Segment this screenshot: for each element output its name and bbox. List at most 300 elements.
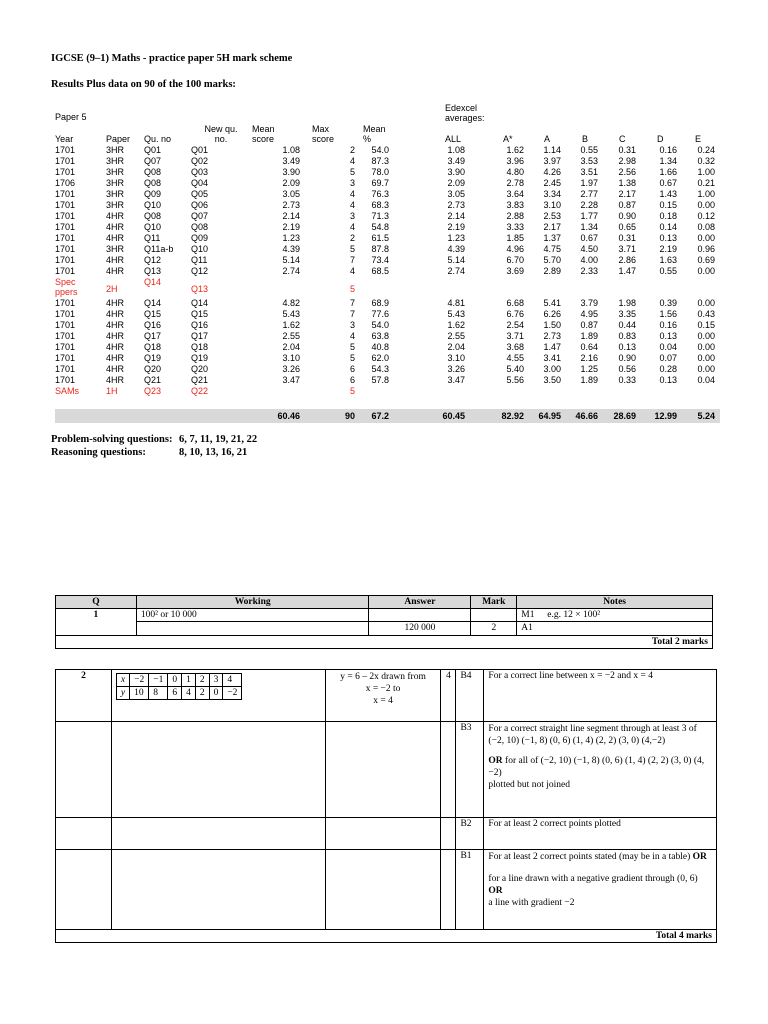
cell-e: 0.00 [697,331,715,341]
q1-m1-text: e.g. 12 × 100² [547,610,601,620]
cell-c: 0.87 [618,200,636,210]
cell-d: 0.15 [659,200,677,210]
cell-d: 0.13 [659,375,677,385]
cell-max-score: 2 [349,145,355,155]
cell-all: 5.14 [447,255,465,265]
cell-mean-score: 3.47 [282,375,300,385]
q2-b4-note: For a correct line between x = −2 and x = 4 [484,670,717,722]
total-mean: 60.46 [277,411,300,421]
cell-e: 0.00 [697,364,715,374]
cell-a: 4.26 [543,167,561,177]
col-notes-header: Notes [517,596,713,609]
cell-astar: 2.78 [506,178,524,188]
cell-paper: 4HR [106,375,125,385]
q1-number: 1 [56,609,137,636]
cell-mean-pct: 73.4 [371,255,389,265]
cell-year: 1701 [55,145,76,155]
results-row [55,167,720,178]
cell-d: 0.13 [659,233,677,243]
cell-astar: 2.54 [506,320,524,330]
q2-working-table [111,670,325,722]
cell-astar: 5.56 [506,375,524,385]
cell-astar: 3.64 [506,189,524,199]
q2-number: 2 [56,670,112,722]
cell-e: 0.04 [697,375,715,385]
q2-b2-note: For at least 2 correct points plotted [484,818,717,850]
q2-answer-line-1: y = 6 – 2x drawn from [340,672,426,682]
cell-a: 2.73 [543,331,561,341]
cell-a: 1.47 [543,342,561,352]
cell-all: 2.74 [447,266,465,276]
cell-a: 3.50 [543,375,561,385]
cell-paper: 3HR [106,178,125,188]
cell-year: 1701 [55,211,76,221]
cell-d: 0.28 [659,364,677,374]
q2-b3-text-2: (−2, 10) (−1, 8) (0, 6) (1, 4) (2, 2) (3, 0) (4,−2) [488,736,666,746]
cell-mean-pct: 68.3 [371,200,389,210]
cell-mean-pct: 62.0 [371,353,389,363]
q2-b3-text-1: For a correct straight line segment through at least 3 of [488,724,697,734]
cell-all: 3.05 [447,189,465,199]
q1-working: 100² or 10 000 [136,609,369,622]
cell-new-qu: Q21 [191,375,209,385]
cell-b: 0.55 [580,145,598,155]
cell-a: 3.41 [543,353,561,363]
cell-c: 0.65 [618,222,636,232]
cell-qu-no: Q18 [144,342,162,352]
cell-d: 0.67 [659,178,677,188]
cell-all: 1.62 [447,320,465,330]
cell-max-score: 4 [349,200,355,210]
cell-b: 1.34 [580,222,598,232]
cell-max-score: 5 [349,167,355,177]
cell-all: 5.43 [447,309,465,319]
x-label: x [116,674,129,687]
cell-a: 3.34 [543,189,561,199]
results-row [55,156,720,167]
cell-qu-no: Q08 [144,167,162,177]
col-mark-header: Mark [471,596,517,609]
q1-answer: 120 000 [369,622,471,636]
header-all: ALL [445,134,462,144]
problem-solving-line [51,434,257,445]
cell-paper: 3HR [106,244,125,254]
cell-all: 1.08 [447,145,465,155]
reasoning-label: Reasoning questions: [51,447,146,458]
cell-max-score: 7 [349,255,355,265]
cell-a: 2.89 [543,266,561,276]
q2-b1-text-2: for a line drawn with a negative gradient through (0, 6) [488,874,698,884]
x-value-cell: 3 [209,674,223,687]
cell-qu-no: Q07 [144,156,162,166]
cell-qu-no: Q14 [144,298,162,308]
problem-solving-value: 6, 7, 11, 19, 21, 22 [179,434,258,445]
cell-max-score: 5 [349,284,355,294]
total-a: 64.95 [538,411,561,421]
cell-a: 2.53 [543,211,561,221]
cell-new-qu: Q14 [191,298,209,308]
cell-max-score: 4 [349,331,355,341]
cell-mean-pct: 54.8 [371,222,389,232]
cell-e: 0.00 [697,353,715,363]
cell-year: 1701 [55,353,76,363]
cell-all: 2.09 [447,178,465,188]
q2-b1-or-2: OR [488,886,503,896]
cell-year: 1701 [55,309,76,319]
cell-mean-pct: 68.9 [371,298,389,308]
cell-mean-pct: 71.3 [371,211,389,221]
cell-new-qu: Q10 [191,244,209,254]
cell-c: 0.56 [618,364,636,374]
cell-mean-score: 3.90 [282,167,300,177]
cell-c: 2.86 [618,255,636,265]
results-row [55,145,720,156]
y-value-cell: 6 [168,687,182,700]
cell-paper: 4HR [106,233,125,243]
cell-mean-score: 2.19 [282,222,300,232]
cell-e: 0.21 [697,178,715,188]
cell-astar: 3.83 [506,200,524,210]
cell-c: 0.31 [618,233,636,243]
total-d: 12.99 [654,411,677,421]
total-e: 5.24 [697,411,715,421]
cell-c: 1.98 [618,298,636,308]
cell-mean-score: 3.26 [282,364,300,374]
cell-paper: 4HR [106,331,125,341]
cell-astar: 6.68 [506,298,524,308]
cell-astar: 1.85 [506,233,524,243]
cell-c: 1.38 [618,178,636,188]
header-max-score-1: Max [312,124,330,134]
cell-a: 2.45 [543,178,561,188]
cell-mean-pct: 61.5 [371,233,389,243]
q1-mark-table [55,595,713,649]
cell-mean-pct: 40.8 [371,342,389,352]
cell-mean-score: 3.05 [282,189,300,199]
cell-year: SAMs [55,386,80,396]
reasoning-line [51,447,247,458]
cell-b: 4.50 [580,244,598,254]
y-value-cell: 0 [209,687,223,700]
cell-year: 1701 [55,156,76,166]
cell-a: 5.41 [543,298,561,308]
cell-e: 0.69 [697,255,715,265]
cell-year: 1701 [55,331,76,341]
cell-all: 3.47 [447,375,465,385]
cell-year: 1701 [55,375,76,385]
edexcel-label-1: Edexcel [445,103,478,113]
cell-max-score: 4 [349,189,355,199]
results-row [55,277,720,298]
cell-paper: 3HR [106,189,125,199]
results-row [55,255,720,266]
results-row [55,298,720,309]
results-table [55,103,720,425]
results-row [55,353,720,364]
cell-c: 2.17 [618,189,636,199]
cell-a: 1.14 [543,145,561,155]
x-value-cell: 0 [168,674,182,687]
header-d: D [657,134,664,144]
q2-b1-note [484,850,717,930]
cell-e: 0.96 [697,244,715,254]
col-q-header: Q [56,596,137,609]
cell-e: 0.43 [697,309,715,319]
cell-astar: 6.76 [506,309,524,319]
cell-all: 2.19 [447,222,465,232]
cell-d: 2.19 [659,244,677,254]
cell-mean-score: 1.23 [282,233,300,243]
cell-mean-score: 2.73 [282,200,300,210]
header-c: C [619,134,626,144]
cell-b: 3.51 [580,167,598,177]
cell-mean-score: 1.62 [282,320,300,330]
cell-all: 3.10 [447,353,465,363]
cell-new-qu: Q01 [191,145,209,155]
cell-all: 4.39 [447,244,465,254]
paper-label: Paper 5 [55,112,87,122]
cell-d: 0.39 [659,298,677,308]
cell-qu-no: Q11a-b [144,244,174,254]
results-row [55,178,720,189]
cell-paper: 1H [106,386,118,396]
cell-new-qu: Q15 [191,309,209,319]
cell-mean-score: 4.39 [282,244,300,254]
cell-e: 0.00 [697,298,715,308]
cell-qu-no: Q13 [144,266,162,276]
cell-qu-no: Q10 [144,222,162,232]
cell-b: 2.33 [580,266,598,276]
cell-c: 0.44 [618,320,636,330]
cell-c: 0.13 [618,342,636,352]
cell-qu-no: Q11 [144,233,161,243]
cell-all: 3.90 [447,167,465,177]
q2-b2-code: B2 [456,818,484,850]
cell-year: 1701 [55,266,76,276]
cell-a: 4.75 [543,244,561,254]
cell-year: 1701 [55,200,76,210]
header-mean-pct-1: Mean [363,124,386,134]
cell-c: 0.31 [618,145,636,155]
cell-b: 3.53 [580,156,598,166]
cell-b: 2.77 [580,189,598,199]
cell-b: 0.87 [580,320,598,330]
cell-paper: 4HR [106,309,125,319]
total-all: 60.45 [442,411,465,421]
q2-mark: 4 [441,670,456,722]
cell-new-qu: Q04 [191,178,209,188]
header-new-qu-1: New qu. [204,124,238,134]
cell-astar: 3.68 [506,342,524,352]
results-row [55,189,720,200]
cell-max-score: 5 [349,342,355,352]
results-row [55,309,720,320]
q1-total: Total 2 marks [56,636,713,649]
cell-paper: 3HR [106,200,125,210]
cell-mean-score: 2.14 [282,211,300,221]
cell-new-qu: Q03 [191,167,209,177]
y-value-cell: 10 [130,687,149,700]
cell-max-score: 5 [349,244,355,254]
cell-year: 1706 [55,178,76,188]
cell-max-score: 4 [349,266,355,276]
cell-d: 1.34 [659,156,677,166]
results-row [55,331,720,342]
y-value-cell: 2 [195,687,209,700]
q2-answer-line-3: x = 4 [373,696,393,706]
x-value-cell: −1 [149,674,168,687]
cell-astar: 5.40 [506,364,524,374]
cell-new-qu: Q17 [191,331,209,341]
col-working-header: Working [136,596,369,609]
cell-d: 0.16 [659,320,677,330]
cell-mean-pct: 87.8 [371,244,389,254]
col-answer-header: Answer [369,596,471,609]
cell-qu-no: Q19 [144,353,162,363]
y-value-cell: 4 [182,687,196,700]
cell-a: 3.00 [543,364,561,374]
results-row [55,386,720,397]
q2-xy-table [116,673,243,700]
cell-mean-pct: 78.0 [371,167,389,177]
header-max-score-2: score [312,134,335,144]
results-row [55,200,720,211]
q2-b3-code: B3 [456,722,484,818]
cell-b: 0.64 [580,342,598,352]
cell-b: 0.67 [580,233,598,243]
cell-year: 1701 [55,189,76,199]
cell-paper: 4HR [106,364,125,374]
cell-qu-no: Q14 [144,277,162,287]
header-mean-score-2: score [252,134,275,144]
cell-all: 2.14 [447,211,465,221]
cell-b: 1.89 [580,331,598,341]
cell-astar: 4.80 [506,167,524,177]
y-value-cell: 8 [149,687,168,700]
results-row [55,233,720,244]
cell-year: 1701 [55,364,76,374]
q2-b1-text-1: For at least 2 correct points stated (may be in a table) [488,852,691,862]
cell-year: 1701 [55,298,76,308]
q2-b3-text-4: plotted but not joined [488,780,570,790]
cell-new-qu: Q11 [191,255,208,265]
cell-e: 0.00 [697,233,715,243]
cell-mean-pct: 54.0 [371,320,389,330]
cell-mean-score: 5.43 [282,309,300,319]
total-max: 90 [344,411,355,421]
total-b: 46.66 [575,411,598,421]
cell-new-qu: Q16 [191,320,209,330]
cell-d: 0.13 [659,331,677,341]
header-e: E [695,134,702,144]
cell-max-score: 7 [349,298,355,308]
cell-paper: 3HR [106,167,125,177]
cell-astar: 3.96 [506,156,524,166]
header-new-qu-2: no. [214,134,228,144]
cell-astar: 3.71 [506,331,524,341]
q2-mark-table [55,669,717,943]
cell-mean-pct: 63.8 [371,331,389,341]
cell-a: 3.10 [543,200,561,210]
cell-all: 3.49 [447,156,465,166]
edexcel-label-2: averages: [445,113,485,123]
cell-qu-no: Q20 [144,364,162,374]
header-a: A [544,134,551,144]
cell-all: 1.23 [447,233,465,243]
cell-c: 2.56 [618,167,636,177]
q2-b1-code: B1 [456,850,484,930]
x-value-cell: −2 [130,674,149,687]
cell-d: 1.43 [659,189,677,199]
cell-qu-no: Q23 [144,386,162,396]
cell-e: 0.12 [697,211,715,221]
header-mean-pct-2: % [363,134,372,144]
cell-new-qu: Q07 [191,211,209,221]
cell-mean-score: 2.74 [282,266,300,276]
y-label: y [116,687,129,700]
cell-a: 3.97 [543,156,561,166]
cell-mean-pct: 87.3 [371,156,389,166]
cell-qu-no: Q08 [144,178,162,188]
header-paper: Paper [106,134,131,144]
cell-d: 1.63 [659,255,677,265]
x-value-cell: 1 [182,674,196,687]
cell-max-score: 6 [349,364,355,374]
cell-astar: 2.88 [506,211,524,221]
cell-mean-pct: 69.7 [371,178,389,188]
cell-c: 0.90 [618,211,636,221]
cell-new-qu: Q05 [191,189,209,199]
cell-d: 0.14 [659,222,677,232]
cell-paper: 4HR [106,353,125,363]
cell-astar: 4.96 [506,244,524,254]
cell-mean-pct: 54.3 [371,364,389,374]
cell-a: 1.50 [543,320,561,330]
y-value-cell: −2 [223,687,242,700]
reasoning-value: 8, 10, 13, 16, 21 [179,447,248,458]
cell-mean-score: 3.49 [282,156,300,166]
cell-all: 3.26 [447,364,465,374]
results-row [55,244,720,255]
cell-d: 0.04 [659,342,677,352]
cell-c: 0.83 [618,331,636,341]
cell-astar: 4.55 [506,353,524,363]
cell-d: 0.16 [659,145,677,155]
cell-mean-score: 4.82 [282,298,300,308]
cell-max-score: 3 [349,211,355,221]
cell-max-score: 7 [349,309,355,319]
cell-d: 0.55 [659,266,677,276]
cell-new-qu: Q13 [191,284,209,294]
cell-e: 0.00 [697,200,715,210]
q2-b1-text-3: a line with gradient −2 [488,898,575,908]
cell-e: 0.24 [697,145,715,155]
cell-paper: 4HR [106,266,125,276]
cell-astar: 6.70 [506,255,524,265]
total-c: 28.69 [613,411,636,421]
cell-new-qu: Q20 [191,364,209,374]
q2-b3-note [484,722,717,818]
cell-paper: 2H [106,284,118,294]
cell-b: 4.00 [580,255,598,265]
cell-b: 2.16 [580,353,598,363]
cell-max-score: 3 [349,178,355,188]
cell-b: 4.95 [580,309,598,319]
cell-new-qu: Q18 [191,342,209,352]
cell-all: 2.73 [447,200,465,210]
cell-c: 0.90 [618,353,636,363]
cell-max-score: 6 [349,375,355,385]
